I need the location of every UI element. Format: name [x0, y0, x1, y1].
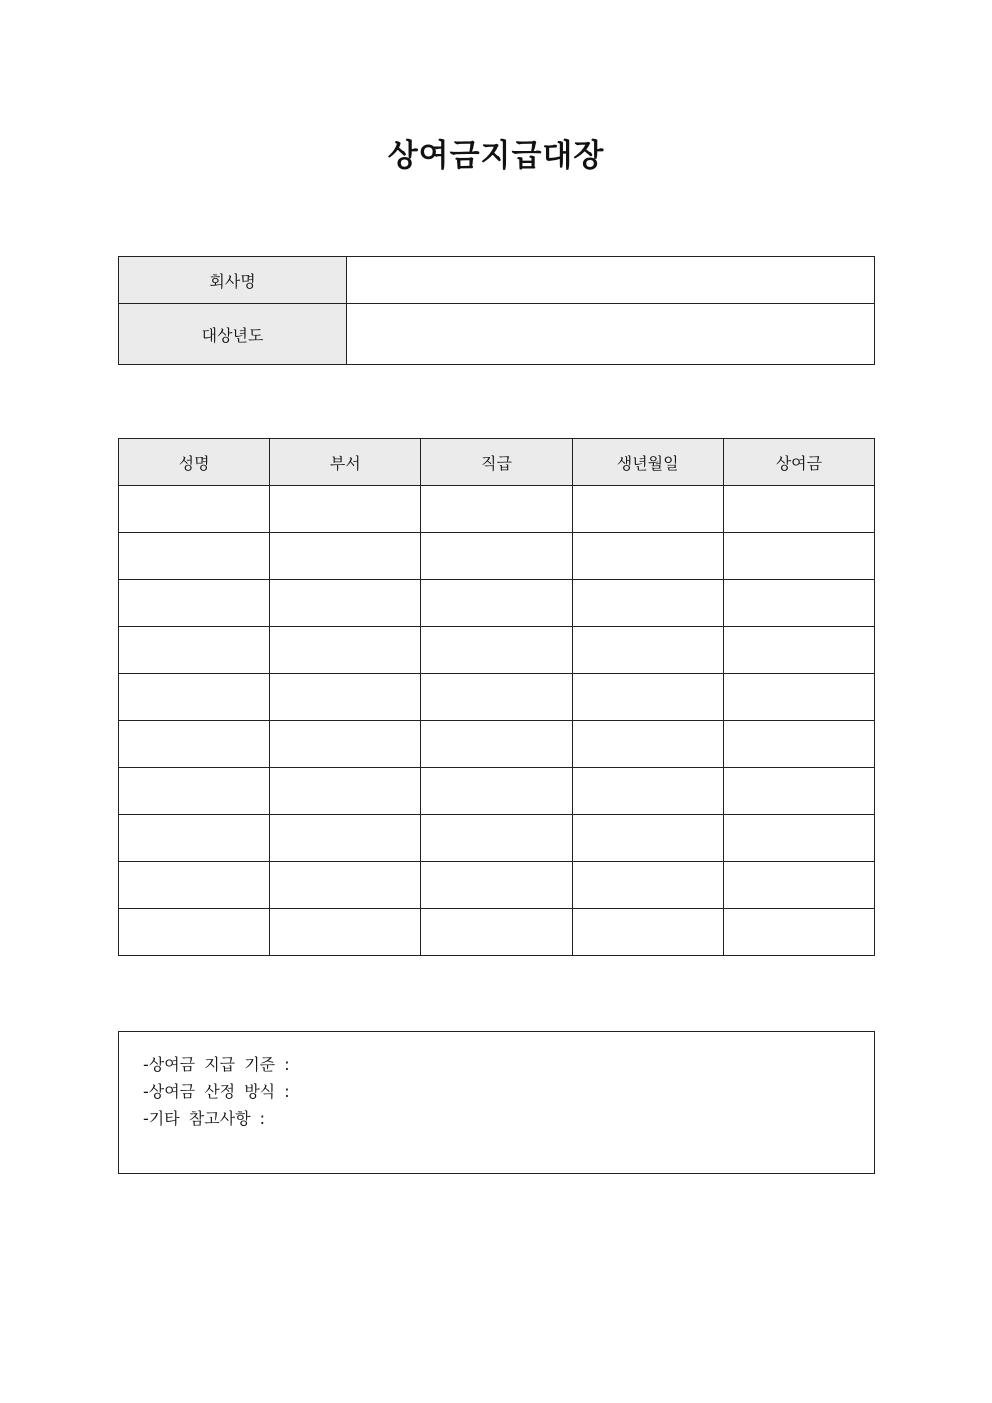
cell-name[interactable]	[119, 862, 270, 909]
cell-birthdate[interactable]	[572, 862, 723, 909]
cell-name[interactable]	[119, 486, 270, 533]
cell-birthdate[interactable]	[572, 627, 723, 674]
cell-department[interactable]	[270, 533, 421, 580]
cell-position[interactable]	[421, 533, 572, 580]
company-name-label: 회사명	[119, 257, 347, 304]
cell-bonus[interactable]	[723, 674, 874, 721]
cell-department[interactable]	[270, 486, 421, 533]
cell-department[interactable]	[270, 862, 421, 909]
header-name: 성명	[119, 439, 270, 486]
header-birthdate: 생년월일	[572, 439, 723, 486]
page-title: 상여금지급대장	[387, 138, 605, 174]
cell-bonus[interactable]	[723, 909, 874, 956]
target-year-value[interactable]	[347, 304, 875, 365]
notes-list	[119, 1032, 874, 1132]
cell-position[interactable]	[421, 862, 572, 909]
cell-position[interactable]	[421, 486, 572, 533]
cell-birthdate[interactable]	[572, 815, 723, 862]
cell-name[interactable]	[119, 815, 270, 862]
cell-department[interactable]	[270, 674, 421, 721]
target-year-label: 대상년도	[119, 304, 347, 365]
cell-birthdate[interactable]	[572, 580, 723, 627]
bonus-payment-table	[118, 438, 875, 956]
table-row	[119, 533, 875, 580]
cell-name[interactable]	[119, 768, 270, 815]
cell-position[interactable]	[421, 627, 572, 674]
cell-bonus[interactable]	[723, 486, 874, 533]
table-row	[119, 862, 875, 909]
cell-position[interactable]	[421, 768, 572, 815]
cell-bonus[interactable]	[723, 721, 874, 768]
company-name-value[interactable]	[347, 257, 875, 304]
table-row	[119, 768, 875, 815]
cell-department[interactable]	[270, 768, 421, 815]
note-bonus-criteria: -상여금 지급 기준 :	[143, 1055, 290, 1074]
header-position: 직급	[421, 439, 572, 486]
cell-position[interactable]	[421, 580, 572, 627]
cell-name[interactable]	[119, 674, 270, 721]
cell-name[interactable]	[119, 533, 270, 580]
table-header-row	[119, 439, 875, 486]
cell-birthdate[interactable]	[572, 768, 723, 815]
target-year-row	[119, 304, 875, 365]
cell-position[interactable]	[421, 721, 572, 768]
cell-birthdate[interactable]	[572, 909, 723, 956]
cell-bonus[interactable]	[723, 580, 874, 627]
cell-bonus[interactable]	[723, 533, 874, 580]
table-row	[119, 909, 875, 956]
cell-bonus[interactable]	[723, 862, 874, 909]
cell-position[interactable]	[421, 815, 572, 862]
cell-name[interactable]	[119, 721, 270, 768]
cell-bonus[interactable]	[723, 815, 874, 862]
table-row	[119, 721, 875, 768]
cell-bonus[interactable]	[723, 768, 874, 815]
header-department: 부서	[270, 439, 421, 486]
cell-name[interactable]	[119, 909, 270, 956]
table-row	[119, 627, 875, 674]
cell-department[interactable]	[270, 909, 421, 956]
cell-position[interactable]	[421, 674, 572, 721]
company-name-row	[119, 257, 875, 304]
notes-box[interactable]	[118, 1031, 875, 1174]
cell-name[interactable]	[119, 627, 270, 674]
table-row	[119, 486, 875, 533]
cell-department[interactable]	[270, 721, 421, 768]
company-info-table	[118, 256, 875, 365]
cell-birthdate[interactable]	[572, 533, 723, 580]
table-row	[119, 580, 875, 627]
note-calculation-method: -상여금 산정 방식 :	[143, 1082, 290, 1101]
table-row	[119, 674, 875, 721]
cell-position[interactable]	[421, 909, 572, 956]
cell-name[interactable]	[119, 580, 270, 627]
table-row	[119, 815, 875, 862]
header-bonus: 상여금	[723, 439, 874, 486]
cell-birthdate[interactable]	[572, 674, 723, 721]
cell-department[interactable]	[270, 580, 421, 627]
cell-department[interactable]	[270, 627, 421, 674]
cell-birthdate[interactable]	[572, 486, 723, 533]
cell-birthdate[interactable]	[572, 721, 723, 768]
cell-bonus[interactable]	[723, 627, 874, 674]
note-other-remarks: -기타 참고사항 :	[143, 1109, 266, 1128]
cell-department[interactable]	[270, 815, 421, 862]
